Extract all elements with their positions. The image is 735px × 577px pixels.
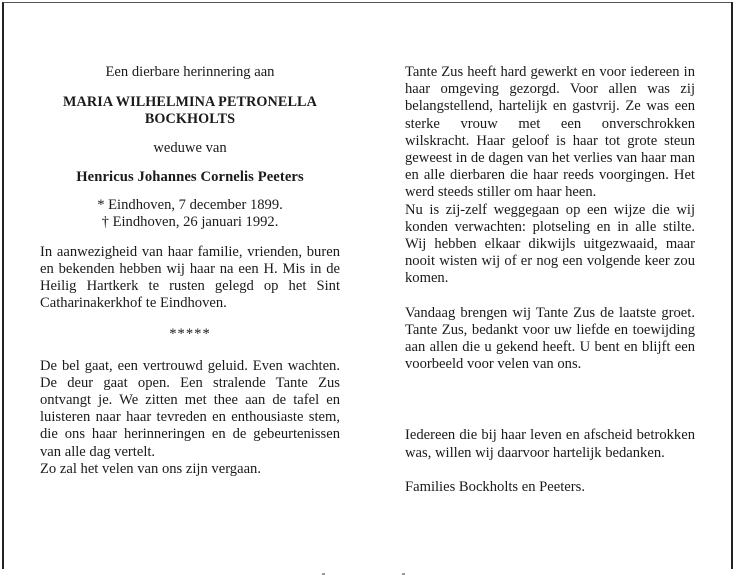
husband-name: Henricus Johannes Cornelis Peeters [76,169,304,186]
intro-line: Een dierbare herinnering aan [105,64,275,80]
deceased-name-line2: BOCKHOLTS [144,111,236,128]
closing-line: Zo zal het velen van ons zijn vergaan. [40,460,261,477]
deceased-name-line1: MARIA WILHELMINA PETRONELLA [63,94,317,111]
right-paragraph-1: Tante Zus heeft hard gewerkt en voor iedereen in haar omgeving gezorgd. Voor allen was zij belangstellend, hartelijk en gastvrij. Ze was een sterke vrouw met een onverschrokken wilskracht. Haar geloof is haar tot grote steun geweest in de dagen van het verlies van haar man en alle dierbaren die haar reeds voorgingen. Het werd steeds stiller om haar heen. [405,64,695,201]
spacer [405,373,695,427]
right-column [405,64,695,496]
memory-paragraph: De bel gaat, een vertrouwd geluid. Even wachten. De deur gaat open. Een stralende Tante Zus ontvangt je. We zitten met thee aan de tafel en luisteren naar haar tevreden en enthousiaste stem, die ons haar herinneringen en de gebeurtenissen van alle dag vertelt. [40,357,340,460]
deceased-name [40,94,340,128]
signature-line: Families Bockholts en Peeters. [405,478,585,495]
scan-speck [322,573,325,575]
death-date: † Eindhoven, 26 januari 1992. [101,214,279,231]
widow-of-line: weduwe van [153,140,227,157]
right-paragraph-3: Vandaag brengen wij Tante Zus de laatste groet. Tante Zus, bedankt voor uw liefde en toewijding aan allen die u gekend heeft. U bent en blijft een voorbeeld voor velen van ons. [405,304,695,373]
spacer [405,462,695,479]
left-column [40,64,340,478]
burial-paragraph: In aanwezigheid van haar familie, vrienden, buren en bekenden hebben wij haar na een H. Mis in de Heilig Hartkerk te rusten gelegd op het Sint Catharinakerkhof te Eindhoven. [40,243,340,312]
life-dates [40,197,340,232]
scan-speck [402,573,405,575]
right-paragraph-4: Iedereen die bij haar leven en afscheid betrokken was, willen wij daarvoor hartelijk bedanken. [405,427,695,461]
spacer [405,288,695,305]
right-paragraph-2: Nu is zij-zelf weggegaan op een wijze die wij konden verwachten: plotseling en in alle stilte. Wij hebben elkaar dikwijls uitgezwaaid, maar nooit wisten wij of er nog een volgende keer zou komen. [405,201,695,287]
birth-date: * Eindhoven, 7 december 1899. [97,196,283,213]
separator-stars: ***** [169,326,211,343]
